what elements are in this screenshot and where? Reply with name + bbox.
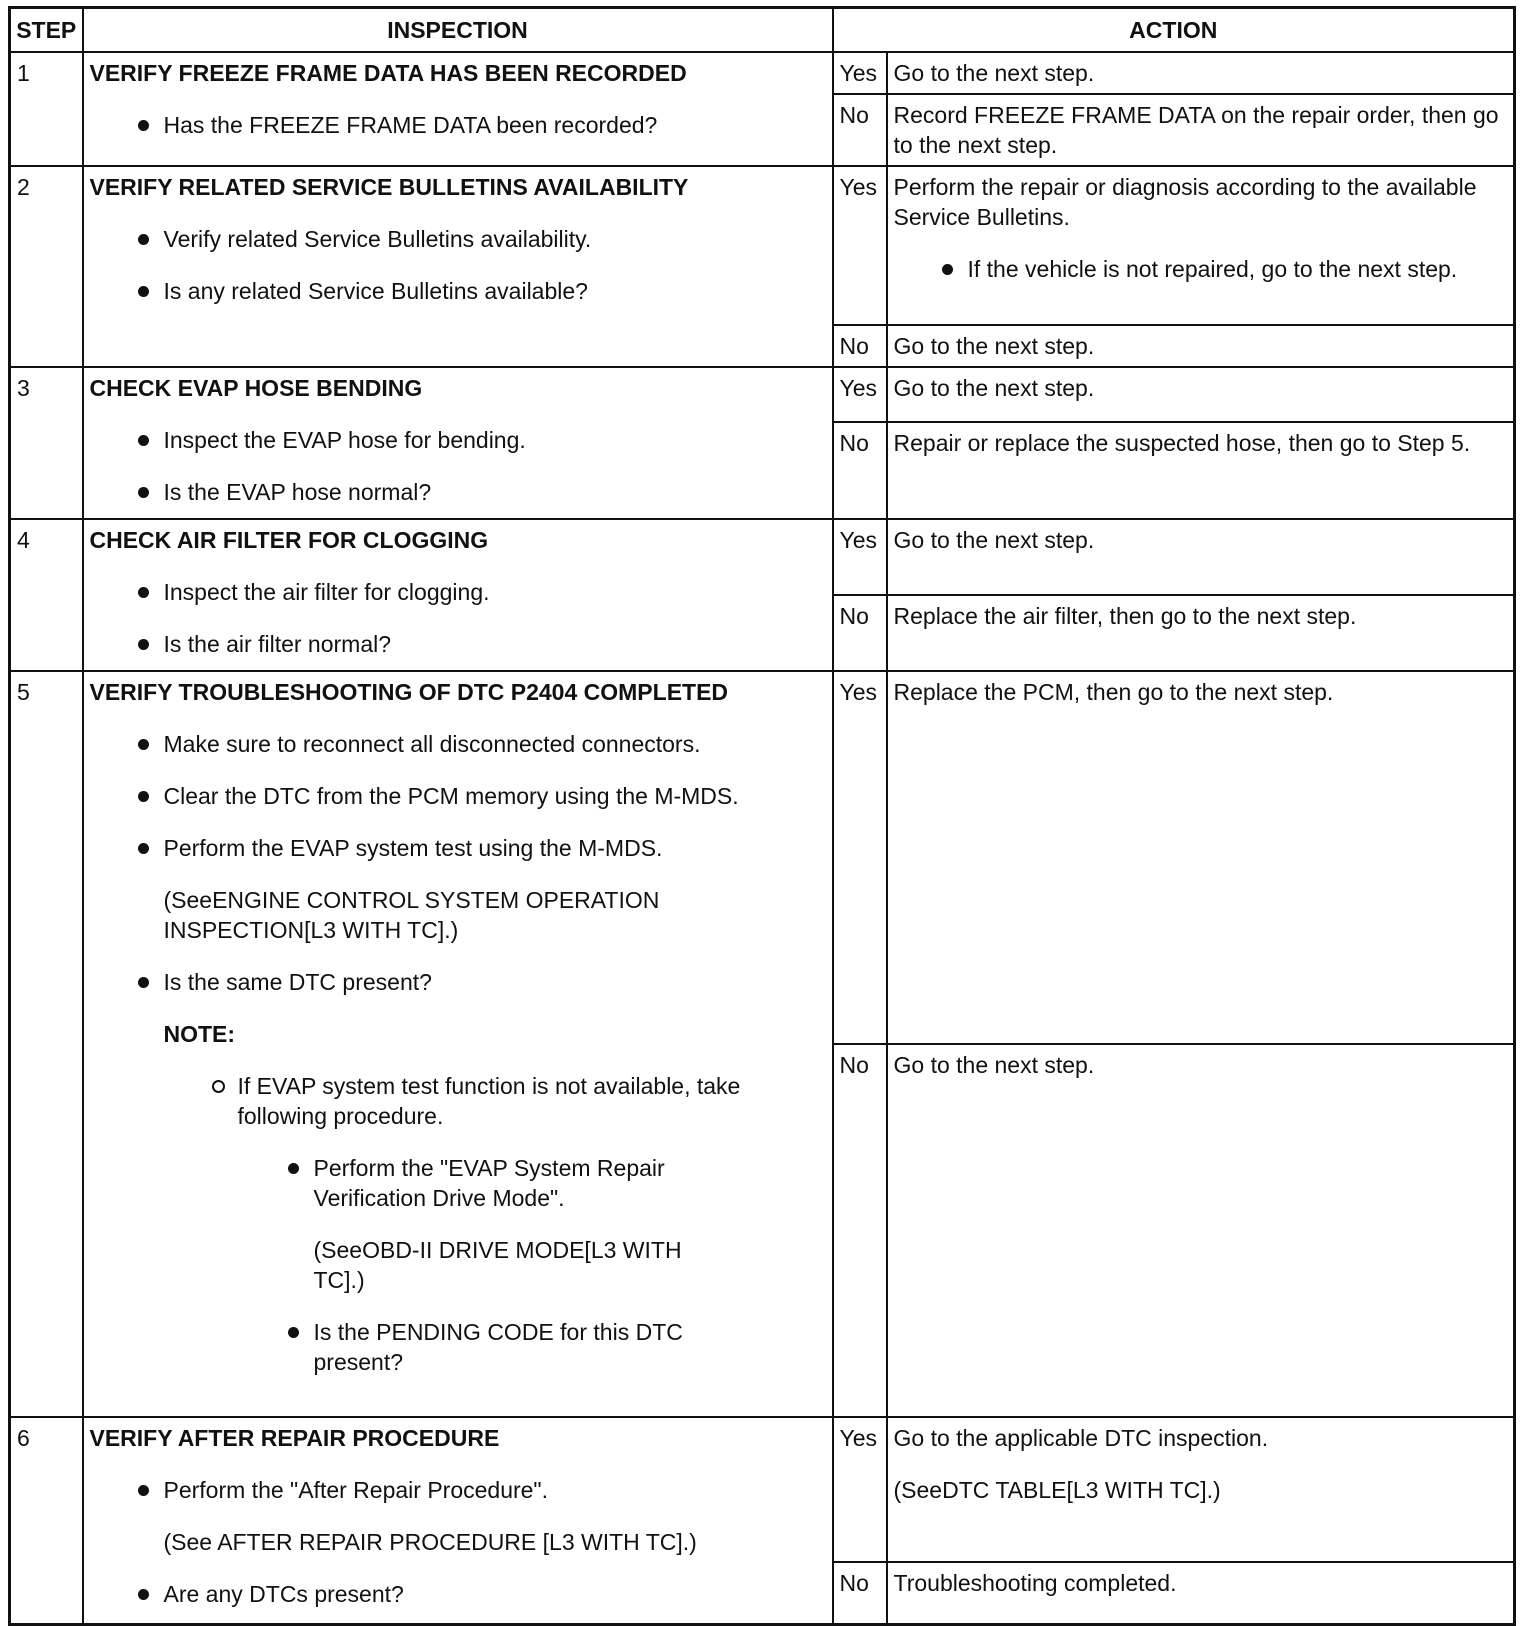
inspection-item: Is the air filter normal?: [90, 629, 826, 659]
no-label: No: [833, 422, 887, 519]
no-action: Record FREEZE FRAME DATA on the repair order, then go to the next step.: [887, 94, 1515, 166]
yes-action-text: Go to the applicable DTC inspection.: [893, 1425, 1269, 1451]
step-title: CHECK AIR FILTER FOR CLOGGING: [89, 527, 489, 553]
inspection-item: Inspect the air filter for clogging.: [90, 577, 826, 607]
inspection-item: Inspect the EVAP hose for bending.: [90, 425, 826, 455]
inspection-question: Are any DTCs present?: [90, 1579, 826, 1609]
no-label: No: [833, 595, 887, 671]
table-row: [10, 166, 1515, 325]
note-sub-reference: (SeeOBD-II DRIVE MODE[L3 WITH TC].): [313, 1237, 682, 1293]
table-row: [10, 519, 1515, 595]
note-sub-item: Is the PENDING CODE for this DTC present?: [90, 1317, 826, 1377]
no-action: Go to the next step.: [887, 1044, 1515, 1417]
step-number: 1: [10, 52, 83, 166]
yes-label: Yes: [833, 519, 887, 595]
no-label: No: [833, 1044, 887, 1417]
yes-action: Go to the next step.: [887, 367, 1515, 422]
yes-action: Replace the PCM, then go to the next step.: [887, 671, 1515, 1044]
step-number: 5: [10, 671, 83, 1417]
step-number: 6: [10, 1417, 83, 1624]
troubleshooting-document: [8, 6, 1516, 1626]
step-title: VERIFY FREEZE FRAME DATA HAS BEEN RECORDED: [89, 60, 687, 86]
no-label: No: [833, 1562, 887, 1624]
no-label: No: [833, 94, 887, 166]
inspection-item: Perform the EVAP system test using the M-MDS.: [90, 833, 826, 863]
step-title: VERIFY TROUBLESHOOTING OF DTC P2404 COMPLETED: [89, 679, 729, 705]
yes-label: Yes: [833, 671, 887, 1044]
inspection-cell: [83, 52, 833, 166]
inspection-cell: [83, 1417, 833, 1624]
table-row: [10, 367, 1515, 422]
inspection-item: Perform the "After Repair Procedure".: [90, 1475, 826, 1505]
inspection-item: Has the FREEZE FRAME DATA been recorded?: [90, 110, 826, 140]
inspection-cell: [83, 367, 833, 519]
yes-label: Yes: [833, 52, 887, 94]
yes-action: [887, 1417, 1515, 1562]
step-title: VERIFY RELATED SERVICE BULLETINS AVAILABILITY: [89, 174, 689, 200]
header-step: STEP: [10, 8, 83, 53]
no-action: Repair or replace the suspected hose, then go to Step 5.: [887, 422, 1515, 519]
step-number: 3: [10, 367, 83, 519]
yes-action: [887, 166, 1515, 325]
inspection-item: Is any related Service Bulletins available?: [90, 276, 826, 306]
inspection-cell: [83, 671, 833, 1417]
step-title: CHECK EVAP HOSE BENDING: [89, 375, 423, 401]
inspection-item: Is the EVAP hose normal?: [90, 477, 826, 507]
step-number: 2: [10, 166, 83, 367]
inspection-reference: (See AFTER REPAIR PROCEDURE [L3 WITH TC].): [163, 1529, 697, 1555]
step-title: VERIFY AFTER REPAIR PROCEDURE: [89, 1425, 500, 1451]
inspection-cell: [83, 519, 833, 671]
yes-action: Go to the next step.: [887, 52, 1515, 94]
header-inspection: INSPECTION: [83, 8, 833, 53]
yes-action-bullet: If the vehicle is not repaired, go to the next step.: [894, 254, 1508, 284]
inspection-reference: (SeeENGINE CONTROL SYSTEM OPERATION INSPECTION[L3 WITH TC].): [163, 887, 660, 943]
inspection-question: Is the same DTC present?: [90, 967, 826, 997]
header-action: ACTION: [833, 8, 1515, 53]
yes-action-text: Perform the repair or diagnosis according to the available Service Bulletins.: [893, 174, 1477, 230]
note-item: If EVAP system test function is not available, take following procedure.: [90, 1071, 826, 1131]
yes-action: Go to the next step.: [887, 519, 1515, 595]
table-row: [10, 52, 1515, 94]
note-sub-item: Perform the "EVAP System Repair Verification Drive Mode".: [90, 1153, 826, 1213]
no-action: Replace the air filter, then go to the next step.: [887, 595, 1515, 671]
yes-label: Yes: [833, 1417, 887, 1562]
yes-label: Yes: [833, 166, 887, 325]
table-row: [10, 1417, 1515, 1562]
table-header-row: [10, 8, 1515, 53]
inspection-cell: [83, 166, 833, 367]
diagnostic-table: [8, 6, 1516, 1626]
no-action: Go to the next step.: [887, 325, 1515, 367]
yes-label: Yes: [833, 367, 887, 422]
yes-action-reference: (SeeDTC TABLE[L3 WITH TC].): [893, 1477, 1221, 1503]
inspection-item: Clear the DTC from the PCM memory using the M-MDS.: [90, 781, 826, 811]
step-number: 4: [10, 519, 83, 671]
inspection-item: Verify related Service Bulletins availability.: [90, 224, 826, 254]
no-action: Troubleshooting completed.: [887, 1562, 1515, 1624]
inspection-item: Make sure to reconnect all disconnected connectors.: [90, 729, 826, 759]
no-label: No: [833, 325, 887, 367]
note-label: NOTE:: [163, 1021, 236, 1047]
table-row: [10, 671, 1515, 1044]
